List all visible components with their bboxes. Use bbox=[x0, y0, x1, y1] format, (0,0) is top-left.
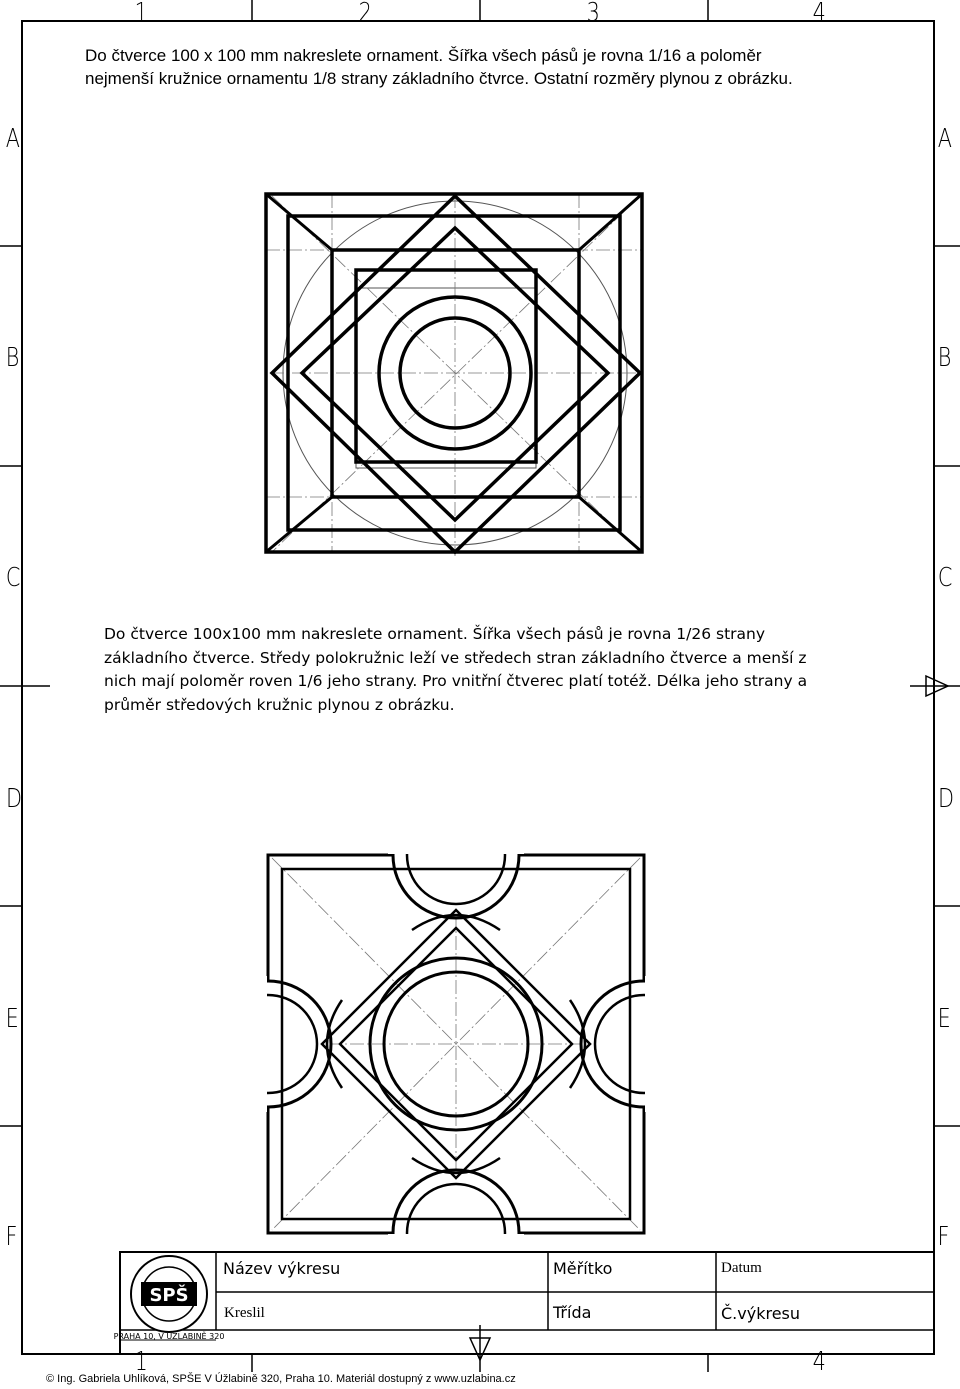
zone-column-2: 2 bbox=[358, 0, 372, 28]
zone-row-d-left: D bbox=[6, 784, 23, 814]
scale-label: Měřítko bbox=[553, 1259, 613, 1278]
ornament-2 bbox=[195, 780, 717, 1308]
zone-column-4-bottom: 4 bbox=[812, 1347, 826, 1377]
logo-address: PRAHA 10, V ÚŽLABINĚ 320 bbox=[113, 1332, 225, 1341]
task-1-text bbox=[85, 44, 885, 90]
zone-column-1-bottom: 1 bbox=[134, 1347, 148, 1377]
zone-row-c-right: C bbox=[937, 563, 953, 593]
zone-row-c-left: C bbox=[5, 563, 21, 593]
class-label: Třída bbox=[553, 1303, 592, 1322]
logo-text: SPŠ bbox=[149, 1285, 189, 1306]
drawing-name-label: Název výkresu bbox=[223, 1259, 341, 1278]
zone-row-a-right: A bbox=[937, 124, 953, 154]
zone-row-b-right: B bbox=[937, 343, 952, 373]
task-2-line-3: nich mají poloměr roven 1/6 jeho strany. Pro vnitřní čtverec platí totéž. Délka jeho strany a bbox=[104, 672, 808, 690]
zone-row-f-left: F bbox=[5, 1222, 18, 1252]
task-1-line-2: nejmenší kružnice ornamentu 1/8 strany základního čtvrce. Ostatní rozměry plynou z obrázku. bbox=[85, 69, 793, 88]
task-2-line-4: průměr středových kružnic plynou z obrázku. bbox=[104, 695, 455, 714]
drawing-number-label: Č.výkresu bbox=[721, 1304, 801, 1323]
copyright-footer: © Ing. Gabriela Uhlíková, SPŠE V Úžlabině 320, Praha 10. Materiál dostupný z www.uzlabina.cz bbox=[46, 1373, 516, 1385]
zone-row-e-left: E bbox=[5, 1004, 19, 1034]
zone-row-f-right: F bbox=[937, 1222, 950, 1252]
drawn-by-label: Kreslil bbox=[224, 1305, 265, 1321]
ornament-1 bbox=[266, 194, 642, 556]
task-2-text bbox=[104, 623, 864, 717]
zone-column-3: 3 bbox=[586, 0, 600, 28]
task-2-line-1: Do čtverce 100x100 mm nakreslete ornament. Šířka všech pásů je rovna 1/26 strany bbox=[104, 625, 766, 643]
zone-row-d-right: D bbox=[938, 784, 955, 814]
zone-row-b-left: B bbox=[5, 343, 20, 373]
zone-row-a-left: A bbox=[5, 124, 21, 154]
task-2-line-2: základního čtverce. Středy polokružnic leží ve středech stran základního čtverce a menší z bbox=[104, 648, 807, 667]
zone-column-1: 1 bbox=[134, 0, 148, 28]
task-1-line-1: Do čtverce 100 x 100 mm nakreslete ornament. Šířka všech pásů je rovna 1/16 a poloměr bbox=[85, 46, 762, 65]
school-logo bbox=[114, 1256, 225, 1341]
zone-row-e-right: E bbox=[937, 1004, 951, 1034]
zone-column-4: 4 bbox=[812, 0, 826, 28]
date-label: Datum bbox=[721, 1260, 762, 1276]
